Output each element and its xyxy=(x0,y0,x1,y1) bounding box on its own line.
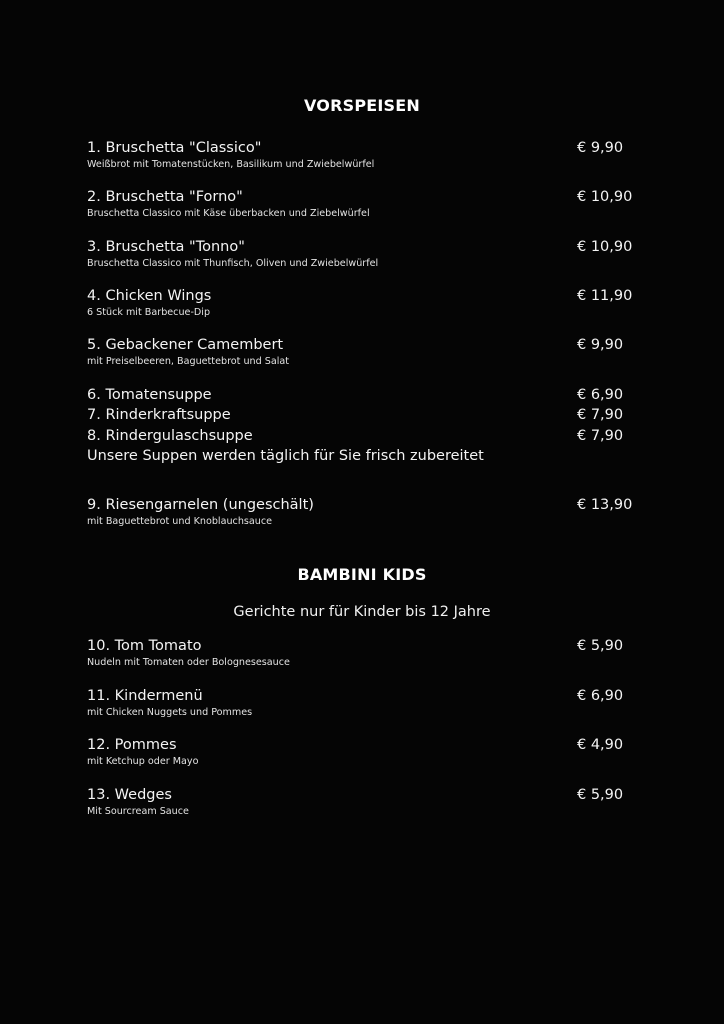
section-subtitle-kids: Gerichte nur für Kinder bis 12 Jahre xyxy=(233,604,491,620)
section-title-vorspeisen: VORSPEISEN xyxy=(304,96,420,115)
menu-item-price: € 9,90 xyxy=(577,140,624,156)
menu-item xyxy=(87,735,647,769)
menu-item-name: 5. Gebackener Camembert xyxy=(87,337,284,353)
menu-item-name: 7. Rinderkraftsuppe xyxy=(87,407,231,423)
menu-item xyxy=(87,138,647,172)
menu-item-price: € 7,90 xyxy=(577,428,624,444)
menu-item-price: € 10,90 xyxy=(577,239,633,255)
menu-item xyxy=(87,426,647,446)
menu-item-price: € 9,90 xyxy=(577,337,624,353)
menu-item-description: Bruschetta Classico mit Thunfisch, Oliven und Zwiebelwürfel xyxy=(87,258,379,269)
menu-item-price: € 5,90 xyxy=(577,638,624,654)
soup-note: Unsere Suppen werden täglich für Sie frisch zubereitet xyxy=(87,448,484,464)
menu-item-name: 2. Bruschetta "Forno" xyxy=(87,189,243,205)
menu-item-description: Bruschetta Classico mit Käse überbacken und Ziebelwürfel xyxy=(87,208,370,219)
menu-item xyxy=(87,785,647,819)
menu-item xyxy=(87,286,647,320)
menu-item-name: 11. Kindermenü xyxy=(87,688,203,704)
menu-item-price: € 6,90 xyxy=(577,688,624,704)
menu-item xyxy=(87,636,647,670)
section-title-kids: BAMBINI KIDS xyxy=(297,565,427,584)
menu-item xyxy=(87,237,647,271)
menu-item-price: € 13,90 xyxy=(577,497,633,513)
menu-item-price: € 10,90 xyxy=(577,189,633,205)
menu-item-price: € 6,90 xyxy=(577,387,624,403)
menu-item-description: mit Ketchup oder Mayo xyxy=(87,756,199,767)
menu-item-name: 1. Bruschetta "Classico" xyxy=(87,140,262,156)
menu-item-name: 4. Chicken Wings xyxy=(87,288,212,304)
menu-item xyxy=(87,385,647,405)
menu-item-name: 13. Wedges xyxy=(87,787,172,803)
menu-item-description: 6 Stück mit Barbecue-Dip xyxy=(87,307,211,318)
menu-item-price: € 5,90 xyxy=(577,787,624,803)
menu-item-description: mit Baguettebrot und Knoblauchsauce xyxy=(87,516,273,527)
menu-item-name: 8. Rindergulaschsuppe xyxy=(87,428,253,444)
menu-item-price: € 4,90 xyxy=(577,737,624,753)
menu-item-name: 3. Bruschetta "Tonno" xyxy=(87,239,245,255)
menu-item-description: mit Preiselbeeren, Baguettebrot und Salat xyxy=(87,356,290,367)
menu-item-price: € 11,90 xyxy=(577,288,633,304)
menu-item xyxy=(87,686,647,720)
menu-item-description: Mit Sourcream Sauce xyxy=(87,806,189,817)
menu-item-name: 6. Tomatensuppe xyxy=(87,387,212,403)
menu-item xyxy=(87,495,647,529)
menu-item-description: Nudeln mit Tomaten oder Bolognesesauce xyxy=(87,657,290,668)
menu-item-name: 10. Tom Tomato xyxy=(87,638,202,654)
menu-item-description: mit Chicken Nuggets und Pommes xyxy=(87,707,253,718)
menu-item-name: 9. Riesengarnelen (ungeschält) xyxy=(87,497,314,513)
menu-item xyxy=(87,405,647,425)
menu-item-price: € 7,90 xyxy=(577,407,624,423)
menu-item-description: Weißbrot mit Tomatenstücken, Basilikum und Zwiebelwürfel xyxy=(87,159,375,170)
menu-item xyxy=(87,187,647,221)
menu-item xyxy=(87,335,647,369)
menu-item-name: 12. Pommes xyxy=(87,737,177,753)
